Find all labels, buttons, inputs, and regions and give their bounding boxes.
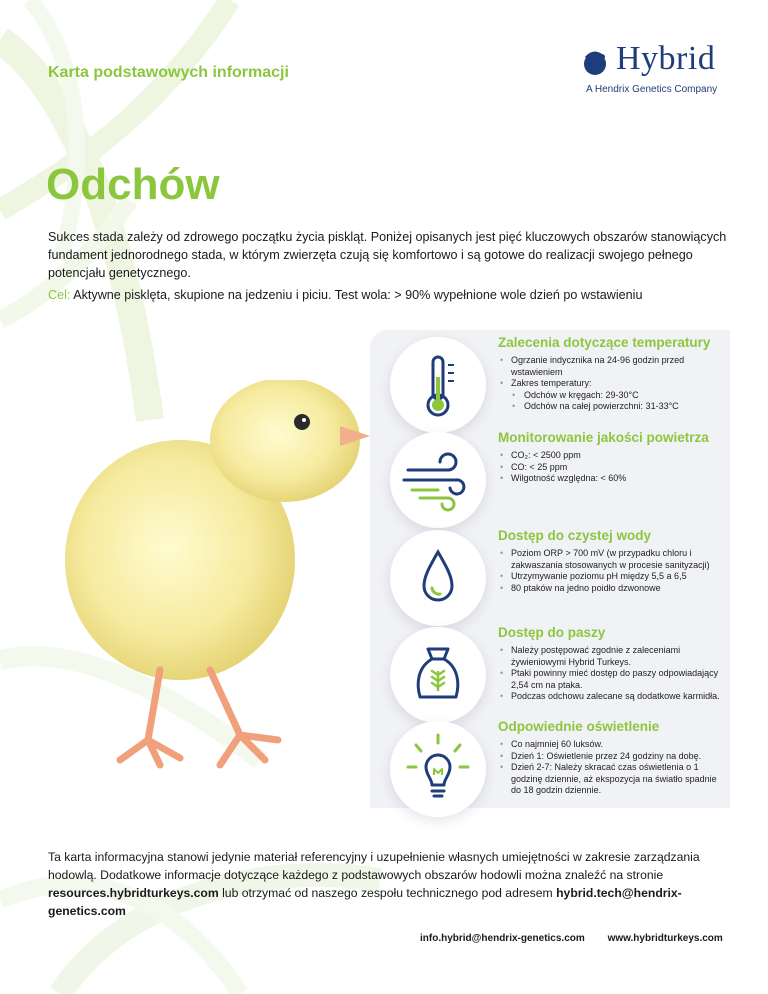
- list-item: • Należy postępować zgodnie z zaleceniami żywieniowymi Hybrid Turkeys.: [498, 645, 723, 668]
- air-circle: [390, 432, 486, 528]
- section-title: Zalecenia dotyczące temperatury: [498, 335, 711, 350]
- list-item: • Dzień 2-7: Należy skracać czas oświetlenia o 1 godzinę dziennie, aż ekspozycja na światło spadnie do 18 godzin dziennie.: [498, 762, 723, 797]
- section-temperature: [390, 335, 730, 435]
- logo-tagline: A Hendrix Genetics Company: [586, 84, 718, 95]
- hybrid-logo: [580, 40, 730, 100]
- list-item: • Odchów w kręgach: 29-30°C: [498, 390, 723, 402]
- section-lighting: [390, 719, 730, 819]
- list-item: • Zakres temperatury:: [498, 378, 723, 390]
- water-circle: [390, 530, 486, 626]
- list-item: • CO₂: < 2500 ppm: [498, 450, 723, 462]
- list-item: • CO: < 25 ppm: [498, 462, 723, 474]
- section-list: [498, 355, 723, 413]
- list-item: • Wilgotność względna: < 60%: [498, 473, 723, 485]
- logo-word: Hybrid: [616, 40, 716, 77]
- contacts-bar: [420, 933, 743, 944]
- section-air-quality: [390, 430, 730, 530]
- temperature-circle: [390, 337, 486, 433]
- section-title: Monitorowanie jakości powietrza: [498, 430, 709, 445]
- section-list: [498, 739, 723, 797]
- footer-note: [48, 848, 738, 920]
- goal-text: Aktywne pisklęta, skupione na jedzeniu i piciu. Test wola: > 90% wypełnione wole dzień po wstawieniu: [70, 288, 643, 302]
- list-item: • Podczas odchowu zalecane są dodatkowe karmidła.: [498, 691, 723, 703]
- wind-icon: [390, 432, 486, 528]
- contact-email[interactable]: info.hybrid@hendrix-genetics.com: [420, 933, 585, 944]
- lighting-circle: [390, 721, 486, 817]
- list-item: • Dzień 1: Oświetlenie przez 24 godziny na dobę.: [498, 751, 723, 763]
- list-item: • Poziom ORP > 700 mV (w przypadku chloru i zakwaszania stosowanych w procesie sanityzacji): [498, 548, 723, 571]
- intro-paragraph: Sukces stada zależy od zdrowego początku życia piskląt. Poniżej opisanych jest pięć kluczowych obszarów stanowiących fundament jednorodnego stada, w którym zwierzęta czują się komfortowo i są gotowe do realizacji swojego pełnego potencjału genetycznego.: [48, 230, 727, 280]
- thermometer-icon: [390, 337, 486, 433]
- resources-link[interactable]: resources.hybridturkeys.com: [48, 886, 219, 900]
- goal-line: [48, 288, 728, 302]
- section-water: [390, 528, 730, 628]
- section-list: [498, 450, 723, 485]
- light-bulb-icon: [390, 721, 486, 817]
- list-item: • Ogrzanie indycznika na 24-96 godzin przed wstawieniem: [498, 355, 723, 378]
- header-subtitle: Karta podstawowych informacji: [48, 64, 289, 81]
- list-item: • Utrzymywanie poziomu pH między 5,5 a 6,5: [498, 571, 723, 583]
- list-item: • Ptaki powinny mieć dostęp do paszy odpowiadający 2,54 cm na ptaka.: [498, 668, 723, 691]
- section-title: Dostęp do paszy: [498, 625, 606, 640]
- footer-text-2: lub otrzymać od naszego zespołu technicznego pod adresem: [218, 886, 557, 900]
- list-item: • Co najmniej 60 luksów.: [498, 739, 723, 751]
- footer-text-1: Ta karta informacyjna stanowi jedynie materiał referencyjny i uzupełnienie własnych umiejętności w zakresie zarządzania hodowlą. Dodatkowe informacje dotyczące każdego z podstawowych obszarów hodowli można znaleźć na stronie: [48, 850, 700, 882]
- contact-website[interactable]: www.hybridturkeys.com: [607, 933, 723, 944]
- turkey-logo-icon: [580, 48, 610, 78]
- section-list: [498, 645, 723, 703]
- section-feed: [390, 625, 730, 725]
- page-title: Odchów: [46, 160, 220, 209]
- feed-bag-icon: [390, 627, 486, 723]
- goal-label: Cel:: [48, 288, 71, 302]
- feed-circle: [390, 627, 486, 723]
- list-item: • 80 ptaków na jedno poidło dzwonowe: [498, 583, 723, 595]
- tech-email-link[interactable]: hybrid.tech@hendrix-genetics.com: [48, 886, 682, 918]
- section-list: [498, 548, 723, 594]
- section-title: Odpowiednie oświetlenie: [498, 719, 660, 734]
- water-drop-icon: [390, 530, 486, 626]
- chick-image: [40, 380, 380, 780]
- section-title: Dostęp do czystej wody: [498, 528, 652, 543]
- list-item: • Odchów na całej powierzchni: 31-33°C: [498, 401, 723, 413]
